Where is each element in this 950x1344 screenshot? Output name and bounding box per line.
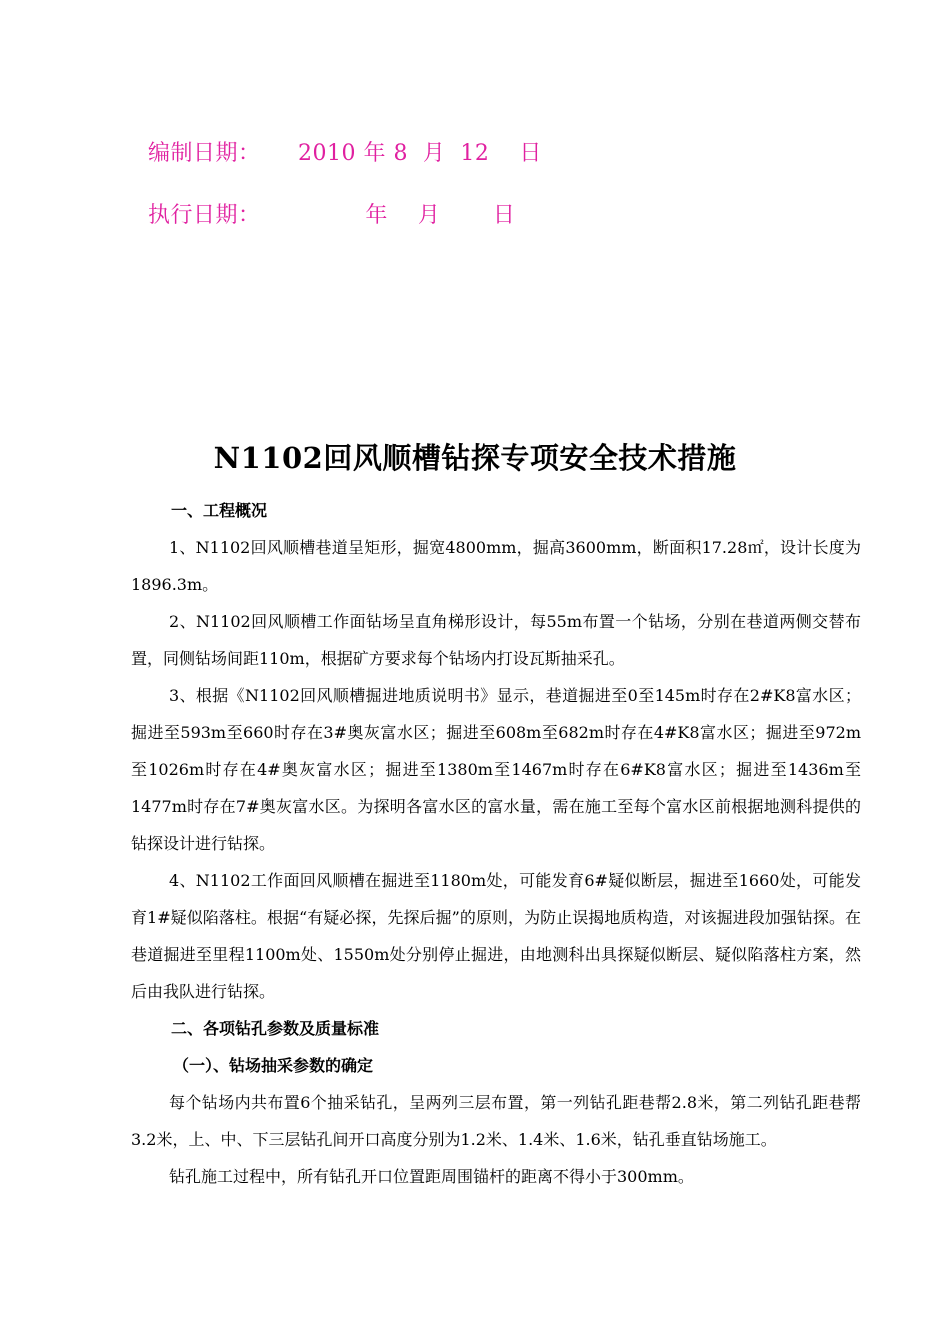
paragraph: 4、N1102工作面回风顺槽在掘进至1180m处，可能发育6#疑似断层，掘进至1660处，可能发育1#疑似陷落柱。根据“有疑必探，先探后掘”的原则，为防止误揭地质构造，对该掘进段加强钻探。在巷道掘进至里程1100m处、1550m处分别停止掘进，由地测科出具探疑似断层、疑似陷落柱方案，然后由我队进行钻探。 [131,871,861,1001]
section-heading-parameters: 二、各项钻孔参数及质量标准 [171,1019,380,1038]
section-heading-overview: 一、工程概况 [171,501,268,520]
execute-date-line: 执行日期： 年 月 日 [148,203,516,228]
paragraph: 2、N1102回风顺槽工作面钻场呈直角梯形设计，每55m布置一个钻场，分别在巷道两侧交替布置，同侧钻场间距110m，根据矿方要求每个钻场内打设瓦斯抽采孔。 [131,612,861,668]
subsection-heading: （一）、钻场抽采参数的确定 [173,1056,374,1075]
paragraph: 1、N1102回风顺槽巷道呈矩形，掘宽4800mm，掘高3600mm，断面积17.28㎡，设计长度为1896.3m。 [131,538,861,594]
paragraph: 3、根据《N1102回风顺槽掘进地质说明书》显示，巷道掘进至0至145m时存在2#K8富水区；掘进至593m至660时存在3#奥灰富水区；掘进至608m至682m时存在4#K8富水区；掘进至972m至1026m时存在4#奥灰富水区；掘进至1380m至1467m时存在6#K8富水区；掘进至1436m至1477m时存在7#奥灰富水区。为探明各富水区的富水量，需在施工至每个富水区前根据地测科提供的钻探设计进行钻探。 [131,686,861,853]
paragraph: 每个钻场内共布置6个抽采钻孔，呈两列三层布置，第一列钻孔距巷帮2.8米，第二列钻孔距巷帮3.2米，上、中、下三层钻孔间开口高度分别为1.2米、1.4米、1.6米，钻孔垂直钻场施工。 [131,1093,861,1149]
paragraph: 钻孔施工过程中，所有钻孔开口位置距周围锚杆的距离不得小于300mm。 [169,1167,694,1186]
document-body [131,492,861,1195]
document-title: N1102回风顺槽钻探专项安全技术措施 [213,441,737,475]
compile-date-line: 编制日期： 2010 年 8 月 12 日 [148,141,542,166]
